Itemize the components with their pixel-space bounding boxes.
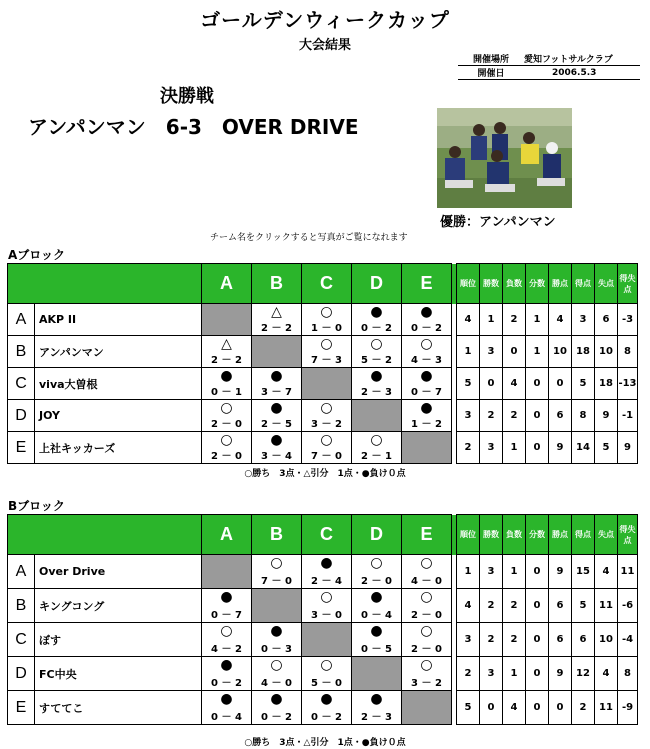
stat-value: 6: [549, 400, 572, 432]
stat-header: 勝点: [549, 515, 572, 555]
stat-value: 9: [549, 432, 572, 464]
stat-value: 3: [457, 623, 480, 657]
page-title: ゴールデンウィークカップ: [200, 8, 450, 32]
row-letter: D: [8, 400, 35, 432]
stat-value: 4: [549, 304, 572, 336]
team-row: [8, 623, 638, 657]
match-result-cell: [202, 691, 252, 725]
stat-value: 9: [549, 555, 572, 589]
match-result-cell: [352, 623, 402, 657]
match-score: 0 － 4: [361, 610, 392, 621]
stat-value: 2: [457, 432, 480, 464]
match-score: 0 － 2: [411, 323, 442, 334]
row-letter: A: [8, 555, 35, 589]
result-symbol: ○: [320, 400, 333, 416]
stat-value: 1: [480, 304, 503, 336]
stat-header: 得失点: [618, 515, 638, 555]
row-letter: A: [8, 304, 35, 336]
match-score: 7 － 0: [261, 576, 292, 587]
stat-value: 4: [595, 555, 618, 589]
match-score: 0 － 5: [361, 644, 392, 655]
match-result-cell: [402, 657, 452, 691]
team-name-link[interactable]: 上社キッカーズ: [35, 432, 202, 464]
stat-value: 3: [457, 400, 480, 432]
column-header-a: A: [202, 264, 252, 304]
match-result-cell: [252, 657, 302, 691]
team-name-link[interactable]: キングコング: [35, 589, 202, 623]
stat-value: 0: [549, 691, 572, 725]
stat-value: 2: [480, 400, 503, 432]
match-score: 3 － 7: [261, 387, 292, 398]
header-row: [8, 264, 638, 304]
match-result-cell: [402, 555, 452, 589]
self-match-cell: [402, 691, 452, 725]
column-header-d: D: [352, 515, 402, 555]
stat-header: 順位: [457, 264, 480, 304]
row-letter: D: [8, 657, 35, 691]
stat-value: 4: [503, 691, 526, 725]
match-score: 2 － 3: [361, 387, 392, 398]
stat-value: 9: [618, 432, 638, 464]
match-result-cell: [352, 304, 402, 336]
match-result-cell: [302, 657, 352, 691]
match-result-cell: [302, 691, 352, 725]
stat-value: 10: [549, 336, 572, 368]
match-score: 4 － 0: [261, 678, 292, 689]
stat-header: 分数: [526, 264, 549, 304]
result-symbol: ●: [370, 368, 383, 384]
page-subtitle: 大会結果: [298, 38, 351, 53]
stat-value: 1: [526, 304, 549, 336]
result-symbol: ○: [420, 623, 433, 639]
self-match-cell: [352, 657, 402, 691]
stat-value: 5: [457, 368, 480, 400]
match-result-cell: [402, 368, 452, 400]
row-letter: E: [8, 691, 35, 725]
stat-value: 14: [572, 432, 595, 464]
block-b-legend: ○勝ち 3点・△引分 1点・●負け０点: [244, 738, 406, 748]
match-result-cell: [252, 691, 302, 725]
block-a-table: [7, 263, 638, 464]
self-match-cell: [402, 432, 452, 464]
stat-header: 分数: [526, 515, 549, 555]
team-name-link[interactable]: AKP II: [35, 304, 202, 336]
stat-value: 18: [595, 368, 618, 400]
team-row: [8, 691, 638, 725]
stat-value: 1: [457, 336, 480, 368]
venue-info: [458, 52, 640, 66]
match-result-cell: [302, 304, 352, 336]
match-score: 2 － 0: [361, 576, 392, 587]
stat-value: 6: [549, 623, 572, 657]
stat-value: 2: [503, 304, 526, 336]
self-match-cell: [202, 304, 252, 336]
result-symbol: ●: [270, 623, 283, 639]
match-score: 5 － 2: [361, 355, 392, 366]
match-score: 3 － 0: [311, 610, 342, 621]
result-symbol: ●: [420, 368, 433, 384]
click-note: チーム名をクリックすると写真がご覧になれます: [210, 233, 408, 243]
match-score: 2 － 3: [361, 712, 392, 723]
stat-value: 8: [618, 657, 638, 691]
match-score: 4 － 0: [411, 576, 442, 587]
result-symbol: ○: [220, 623, 233, 639]
stat-value: 5: [457, 691, 480, 725]
team-name-link[interactable]: JOY: [35, 400, 202, 432]
result-symbol: ○: [270, 555, 283, 571]
match-result-cell: [202, 368, 252, 400]
result-symbol: ○: [220, 400, 233, 416]
stat-value: 12: [572, 657, 595, 691]
stat-value: 2: [457, 657, 480, 691]
stat-value: -13: [618, 368, 638, 400]
stat-value: 0: [503, 336, 526, 368]
team-photo-image: [437, 108, 572, 208]
stat-value: 0: [526, 555, 549, 589]
stat-header: 負数: [503, 515, 526, 555]
team-row: [8, 368, 638, 400]
result-symbol: ○: [420, 589, 433, 605]
match-score: 2 － 0: [411, 610, 442, 621]
stat-value: -4: [618, 623, 638, 657]
stat-value: 2: [503, 400, 526, 432]
result-symbol: ●: [270, 432, 283, 448]
stat-value: 1: [526, 336, 549, 368]
match-score: 7 － 0: [311, 451, 342, 462]
winner-label: 優勝：アンパンマン: [440, 215, 556, 230]
match-result-cell: [352, 691, 402, 725]
stat-value: 1: [503, 432, 526, 464]
column-header-a: A: [202, 515, 252, 555]
self-match-cell: [302, 368, 352, 400]
block-a-legend: ○勝ち 3点・△引分 1点・●負け０点: [244, 469, 406, 479]
match-result-cell: [202, 657, 252, 691]
stat-value: 0: [526, 432, 549, 464]
match-result-cell: [252, 623, 302, 657]
stat-value: 8: [572, 400, 595, 432]
self-match-cell: [302, 623, 352, 657]
team-name-link[interactable]: ぼす: [35, 623, 202, 657]
match-result-cell: [202, 623, 252, 657]
result-symbol: ○: [320, 657, 333, 673]
match-score: 5 － 0: [311, 678, 342, 689]
match-score: 7 － 3: [311, 355, 342, 366]
result-symbol: ●: [270, 368, 283, 384]
block-b-table: [7, 514, 638, 725]
result-symbol: ○: [370, 432, 383, 448]
match-score: 4 － 3: [411, 355, 442, 366]
match-score: 2 － 0: [211, 451, 242, 462]
result-symbol: ○: [370, 555, 383, 571]
row-letter: E: [8, 432, 35, 464]
stat-value: 4: [595, 657, 618, 691]
match-score: 0 － 2: [361, 323, 392, 334]
date-label: 開催日: [477, 69, 505, 79]
stat-value: 5: [572, 589, 595, 623]
stat-value: 5: [595, 432, 618, 464]
stat-value: 11: [595, 691, 618, 725]
stat-value: 18: [572, 336, 595, 368]
row-letter: C: [8, 368, 35, 400]
column-header-c: C: [302, 264, 352, 304]
stat-value: 2: [572, 691, 595, 725]
match-result-cell: [402, 400, 452, 432]
stat-value: 15: [572, 555, 595, 589]
stat-header: 失点: [595, 264, 618, 304]
match-result-cell: [252, 304, 302, 336]
stat-value: 4: [457, 304, 480, 336]
stat-value: 0: [526, 400, 549, 432]
column-header-d: D: [352, 264, 402, 304]
result-symbol: ○: [420, 555, 433, 571]
column-header-e: E: [402, 515, 452, 555]
result-symbol: ○: [320, 589, 333, 605]
stat-header: 失点: [595, 515, 618, 555]
match-score: 1 － 0: [311, 323, 342, 334]
match-score: 4 － 2: [211, 644, 242, 655]
stat-header: 得失点: [618, 264, 638, 304]
team-row: [8, 657, 638, 691]
header-row: [8, 515, 638, 555]
result-symbol: ●: [270, 400, 283, 416]
match-score: 0 － 2: [211, 678, 242, 689]
stat-value: -9: [618, 691, 638, 725]
match-result-cell: [352, 336, 402, 368]
match-result-cell: [302, 432, 352, 464]
self-match-cell: [352, 400, 402, 432]
match-result-cell: [402, 336, 452, 368]
result-symbol: ○: [420, 657, 433, 673]
row-letter: B: [8, 336, 35, 368]
result-symbol: ○: [220, 432, 233, 448]
team-row: [8, 555, 638, 589]
result-symbol: ●: [220, 657, 233, 673]
block-b-title: Bブロック: [8, 499, 65, 513]
stat-value: 8: [618, 336, 638, 368]
stat-header: 負数: [503, 264, 526, 304]
result-symbol: ○: [320, 304, 333, 320]
match-result-cell: [402, 623, 452, 657]
match-score: 0 － 1: [211, 387, 242, 398]
team-row: [8, 336, 638, 368]
team-name-link[interactable]: viva大曽根: [35, 368, 202, 400]
match-result-cell: [402, 304, 452, 336]
result-symbol: ●: [420, 400, 433, 416]
result-symbol: △: [271, 304, 282, 320]
result-symbol: △: [221, 336, 232, 352]
match-score: 0 － 2: [311, 712, 342, 723]
stat-value: 6: [572, 623, 595, 657]
stat-header: 順位: [457, 515, 480, 555]
header-blank: [8, 264, 202, 304]
result-symbol: ○: [320, 336, 333, 352]
match-score: 0 － 3: [261, 644, 292, 655]
match-result-cell: [302, 400, 352, 432]
stat-value: 0: [526, 657, 549, 691]
stat-value: 3: [480, 336, 503, 368]
match-result-cell: [352, 555, 402, 589]
header-blank: [8, 515, 202, 555]
stat-value: 2: [503, 589, 526, 623]
stat-value: 3: [480, 657, 503, 691]
result-symbol: ○: [420, 336, 433, 352]
self-match-cell: [252, 589, 302, 623]
stat-value: 9: [549, 657, 572, 691]
stat-header: 勝点: [549, 264, 572, 304]
match-score: 2 － 4: [311, 576, 342, 587]
match-score: 2 － 5: [261, 419, 292, 430]
stat-value: 10: [595, 336, 618, 368]
match-result-cell: [202, 432, 252, 464]
match-score: 0 － 7: [211, 610, 242, 621]
match-score: 2 － 0: [411, 644, 442, 655]
match-result-cell: [302, 589, 352, 623]
stat-value: 3: [572, 304, 595, 336]
match-score: 1 － 2: [411, 419, 442, 430]
match-result-cell: [402, 589, 452, 623]
column-header-b: B: [252, 515, 302, 555]
column-header-b: B: [252, 264, 302, 304]
result-symbol: ●: [370, 589, 383, 605]
result-symbol: ●: [270, 691, 283, 707]
stat-value: 9: [595, 400, 618, 432]
stat-value: -3: [618, 304, 638, 336]
stat-value: 0: [526, 623, 549, 657]
match-result-cell: [352, 432, 402, 464]
match-result-cell: [252, 368, 302, 400]
team-row: [8, 589, 638, 623]
stat-value: 5: [572, 368, 595, 400]
stat-value: 3: [480, 432, 503, 464]
match-score: 3 － 4: [261, 451, 292, 462]
stat-value: 0: [480, 691, 503, 725]
column-header-c: C: [302, 515, 352, 555]
result-symbol: ●: [320, 691, 333, 707]
match-result-cell: [302, 555, 352, 589]
date-value: 2006.5.3: [552, 67, 597, 78]
result-symbol: ○: [370, 336, 383, 352]
team-name-link[interactable]: アンパンマン: [35, 336, 202, 368]
result-symbol: ○: [320, 432, 333, 448]
stat-value: 11: [595, 589, 618, 623]
match-score: 3 － 2: [311, 419, 342, 430]
match-result-cell: [252, 432, 302, 464]
stat-value: 1: [503, 657, 526, 691]
stat-header: 得点: [572, 264, 595, 304]
stat-value: 11: [618, 555, 638, 589]
match-result-cell: [252, 555, 302, 589]
result-symbol: ●: [220, 368, 233, 384]
stat-value: 3: [480, 555, 503, 589]
stat-value: -1: [618, 400, 638, 432]
team-row: [8, 400, 638, 432]
team-row: [8, 432, 638, 464]
stat-value: 4: [457, 589, 480, 623]
final-result: アンパンマン 6-3 OVER DRIVE: [28, 115, 359, 139]
stat-value: 6: [549, 589, 572, 623]
stat-value: 0: [549, 368, 572, 400]
match-score: 2 － 0: [211, 419, 242, 430]
stat-value: 4: [503, 368, 526, 400]
stat-value: 0: [526, 589, 549, 623]
stat-value: 0: [480, 368, 503, 400]
final-label: 決勝戦: [160, 86, 214, 107]
match-result-cell: [202, 589, 252, 623]
result-symbol: ●: [370, 304, 383, 320]
match-score: 3 － 2: [411, 678, 442, 689]
stat-value: 2: [503, 623, 526, 657]
match-score: 2 － 1: [361, 451, 392, 462]
result-symbol: ●: [420, 304, 433, 320]
stat-value: 6: [595, 304, 618, 336]
stat-value: 1: [457, 555, 480, 589]
result-symbol: ●: [220, 589, 233, 605]
self-match-cell: [202, 555, 252, 589]
team-name-link[interactable]: FC中央: [35, 657, 202, 691]
match-result-cell: [202, 336, 252, 368]
self-match-cell: [252, 336, 302, 368]
match-result-cell: [352, 368, 402, 400]
match-score: 2 － 2: [211, 355, 242, 366]
stat-value: 2: [480, 589, 503, 623]
row-letter: C: [8, 623, 35, 657]
stat-header: 勝数: [480, 515, 503, 555]
match-result-cell: [302, 336, 352, 368]
row-letter: B: [8, 589, 35, 623]
stat-value: 0: [526, 691, 549, 725]
match-result-cell: [352, 589, 402, 623]
team-row: [8, 304, 638, 336]
match-result-cell: [202, 400, 252, 432]
match-score: 0 － 7: [411, 387, 442, 398]
venue-value: 愛知フットサルクラブ: [524, 55, 613, 65]
stat-value: 1: [503, 555, 526, 589]
stat-value: 10: [595, 623, 618, 657]
result-symbol: ●: [370, 691, 383, 707]
result-symbol: ●: [370, 623, 383, 639]
stat-value: 0: [526, 368, 549, 400]
match-score: 2 － 2: [261, 323, 292, 334]
team-name-link[interactable]: Over Drive: [35, 555, 202, 589]
team-name-link[interactable]: すててこ: [35, 691, 202, 725]
stat-header: 勝数: [480, 264, 503, 304]
result-symbol: ●: [320, 555, 333, 571]
date-info: [458, 66, 640, 80]
match-result-cell: [252, 400, 302, 432]
stat-value: -6: [618, 589, 638, 623]
result-symbol: ●: [220, 691, 233, 707]
block-a-title: Aブロック: [8, 248, 66, 262]
result-symbol: ○: [270, 657, 283, 673]
match-score: 0 － 2: [261, 712, 292, 723]
winner-team-photo[interactable]: [437, 108, 572, 208]
column-header-e: E: [402, 264, 452, 304]
venue-label: 開催場所: [472, 55, 509, 65]
match-score: 0 － 4: [211, 712, 242, 723]
stat-value: 2: [480, 623, 503, 657]
stat-header: 得点: [572, 515, 595, 555]
